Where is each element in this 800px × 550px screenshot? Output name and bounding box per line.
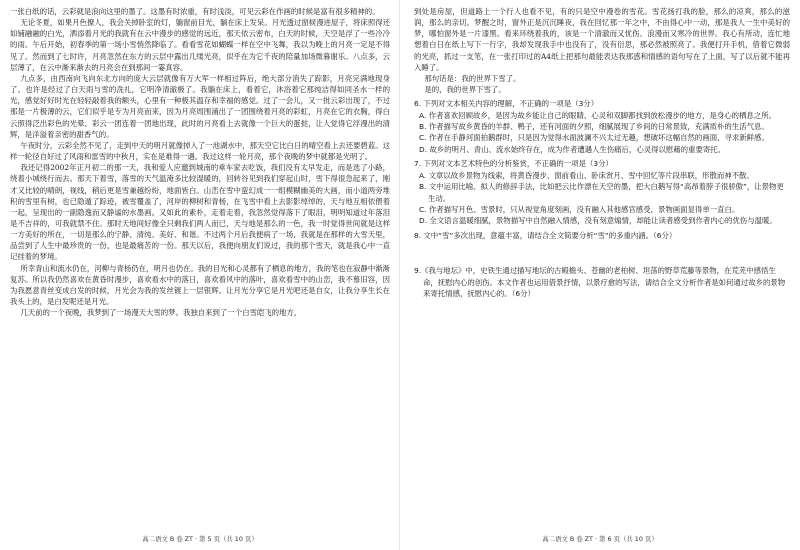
- passage-paragraph: 所幸青山和流水仍在，河柳与青杨仍在，明月也仍在。我的目光和心灵都有了栖息的地方，我的笔也在寂静中渐渐复苏。所以我仍然喜欢在黄昏时漫步，喜欢看水中的落日，喜欢看风中的落叶，喜欢看雪中的山峦，我不慕旧容，因为我愿意青丝变成白发的时候，月光会为我的发丝镀上一层银辉。让月光分享它是月光吧还是自女，让我分享生长在我头上的，是白发呢还是月光。: [10, 263, 390, 307]
- right-page: [400, 0, 800, 550]
- left-page-footer: 高二语文 B 卷 ZT · 第 5 页（共 10 页）: [142, 535, 258, 543]
- passage-paragraph: 午夜时分，云彩全然不见了，走到中天的明月就像掉入了一池湖水中，那天空它比白日的晴空看上去还要碧蓝。这样一轮径自好过了风雨和雷雪的中秋月，实在是难得一遇。我过这样一轮月亮，那个夜晚的梦中就都是光明了。: [10, 140, 390, 162]
- question-item: [414, 230, 790, 241]
- answer-option: A. 作者喜欢回顾故乡，是因为故乡能让自己的眼睛、心灵和双脚都找到放松漫步的地方，是身心的栖息之所。: [419, 110, 776, 120]
- answer-option: D. 故乡的明月、青山、流水始终存在，成为作者遭遇人生伤痛后，心灵得以慰藉的重要寄托。: [419, 144, 726, 154]
- answer-option: B. 文中运用比喻、拟人的修辞手法，比如把云比作漂在天空的墨，把大白鹅写得“高昂着脖子很骄傲”，让景物更生动。: [419, 182, 784, 203]
- answer-option: A. 文章以故乡景物为线索，将黄昏漫步、窗前看山、卧床赏月、雪中回忆等片段串联，形散而神不散。: [419, 170, 754, 180]
- passage-paragraph: 几天前的一个夜晚，我梦到了一场漫天大雪的梦。我独自来到了一个白雪皑飞的地方，: [20, 308, 302, 318]
- answer-option: B. 作者描写故乡黄昏的羊群、鸭子，还有河面的夕照，细腻展现了乡间的日常景致，充满质朴的生活气息。: [419, 122, 769, 132]
- answer-option: C. 作者描写月色、雪景时，只从视觉角度刻画，没有融入其他感官感受，景物画面显得单一直白。: [419, 204, 740, 214]
- question-stem: 7. 下列对文本艺术特色的分析鉴赏，不正确的一项是（3分）: [414, 159, 613, 169]
- passage-paragraph: 一张白纸的话，云彩就是浪向这里的墨了。这墨有时浓重，有时浅淡，可见云彩在作画的时候是富有很多精神的。: [10, 7, 380, 16]
- spacer: [414, 241, 790, 265]
- passage-paragraph: 到处是房屋，但道路上一个行人也看不见，有的只是空中漫卷的雪花。雪花扬打我的脸，那么的凉爽，那么的滋润，那么的亲切。梦醒之时，窗外正是沉沉睡夜，我在回忆那一年之中，不由得心中一动，那是我人一生中美好的梦，哪怕窗外是一片漆黑。看来环绕着我的，该是一个清澈而又忧伤、浪漫而又寒冷的世界。我心有所动，连忙地想着白日在纸上写下一行字，我却发现我手中也没有了，没有衍思，那必然被照亮了。我便打开手机，借着它微弱的光亮，抓过一支笔，在一张打印过的A4纸上把那句最能表达我那惑和情感的语句写在了上面，写了以后就不能再入睡了。: [414, 7, 790, 72]
- passage-paragraph: 那句话是：我的世界下雪了。: [424, 73, 521, 83]
- passage-paragraph: 是的，我的世界下雪了。: [424, 85, 506, 95]
- reading-passage-continued: [414, 6, 790, 95]
- passage-paragraph: 我还记得2002年正月初二的那一天，我和爱人应邀到城南的乘车家去吃饭，我们没有太早发走，而是选了小路，绕着小城绕行而去。那天下着雪，落雪的天气温淹多比较湿暖的，回转谷见到我们穿起山时，雪下得很急起来了，刚才又比较的晴朗，视线，稍后更是雪兼越纷纷，地面皆白。山峦在雪中蛮幻成一一组模糊幽美的大画，而小道两旁堆积的雪里有树，也已隐遁了踪迹，被雪覆盖了，河岸的柳树和青杨，在飞雪中看上去影影绰绰的，天与地互相依偎着一起，呈现出的一副隐逸而又静谧的水墨画。又如此的素朴，走着走着，我忽然觉得落下了眼泪，明明知道过年落泪是不吉祥的，可我就禁不住。那时天地间好像全只剩我们两人而已，天与地是那么的一色，我一时觉得世间就是这样一方美好的所在，一切是那么的宁静、清纯、美好、和谐。不过两个月后我便病了一场，我就是在那样的大雪天里，品尝到了人生中最珍贵的一份，也是最痛苦的一份。那天以后，我便向朋友们说过，我的那个雪天，就是我心中一直记挂着的梦境。: [10, 163, 390, 262]
- question-item: [414, 265, 790, 299]
- question-stem: 8. 文中“雪”多次出现，意蕴丰富，请结合全文简要分析“雪”的多重内涵。（6分）: [414, 230, 677, 240]
- passage-paragraph: 无论冬夏，如果月色撩人，我会关掉卧室的灯，躺窗前目光，躺在床上发呆。月光透过窗棂漫进屋子，将床照得还如铺融融的白光，洒添着月光的我就有在云中漫步的感觉的远近，那天依云密布，白天的时候，天空是浮了一些冷冷的雨。午后开始，初春季的第一场小雪悄然降临了。看看雪花如蝴蝶一样在空中飞舞，我以为晚上的月亮一定是不得见了。然而到了七时许，月亮忽然在东方的云层中露出几缕光亮，似乎在为它千夜的陪量加场微暮谢乐。八点多，云层薄了，在云中渐来渐去的月亮会在到那间一霎真容。: [10, 18, 390, 72]
- reading-passage: [10, 6, 390, 318]
- question-stem: 6. 下列对文本相关内容的理解，不正确的一项是（3分）: [414, 99, 599, 109]
- passage-paragraph: 九点多，由西南向飞向东北方向的庞大云层就像有万大军一样相过阵后，绝大部分消失了踪影，月亮完满地现身了。也许是经过了白天雨与雪的洗礼，它明净清澈极了。我躺在床上，看着它，沐浴着它那纯洁得如同圣水一样的光，感觉好好时光在轻轻敲着我的额头，心里有一种极其温存和幸福的感觉。过了一会儿，又一批云彩出现了，不过那是一片极薄的云，它们似乎是专为月亮而来，因为月亮周围涌出了一团围绕着月亮的彩虹，月亮在它的衣胸，得白云照得泛出彩色的光晕。彩云一团连着一团地出现，此时的月亮看上去就像一个巨大的蛋挞，让人觉得它浮漫出的清辉，是洋溢着亲密的甜香气的。: [10, 73, 390, 139]
- question-stem: 9.《我与地坛》中，史铁生通过描写地坛的古殿檐头、苍幽的老柏树、坦荡的野草荒藤等景物，在荒芜中感悟生命，抚慰内心的创伤。本文作者也运用借景抒情，以景疗愈的写法，请结合全文分析作者是如何通过故乡的景物来寄托情感，抚慰内心的。（6分）: [414, 266, 786, 298]
- question-item: [414, 158, 790, 226]
- right-page-footer: 高二语文 B 卷 ZT · 第 6 页（共 10 页）: [542, 535, 658, 543]
- question-section: [414, 98, 790, 299]
- answer-option: C. 作者在手静河面拍鹅群时，只是因为觉得水面波澜不兴太过无趣，想破坏这幅自然的画面，寻求新鲜感。: [419, 133, 769, 143]
- answer-option: D. 全文语言温暖细腻，景物描写中自然融入情感，没有刻意煽情，却能让读者感受到作者内心的优伤与温暖。: [419, 216, 777, 226]
- question-item: [414, 98, 790, 155]
